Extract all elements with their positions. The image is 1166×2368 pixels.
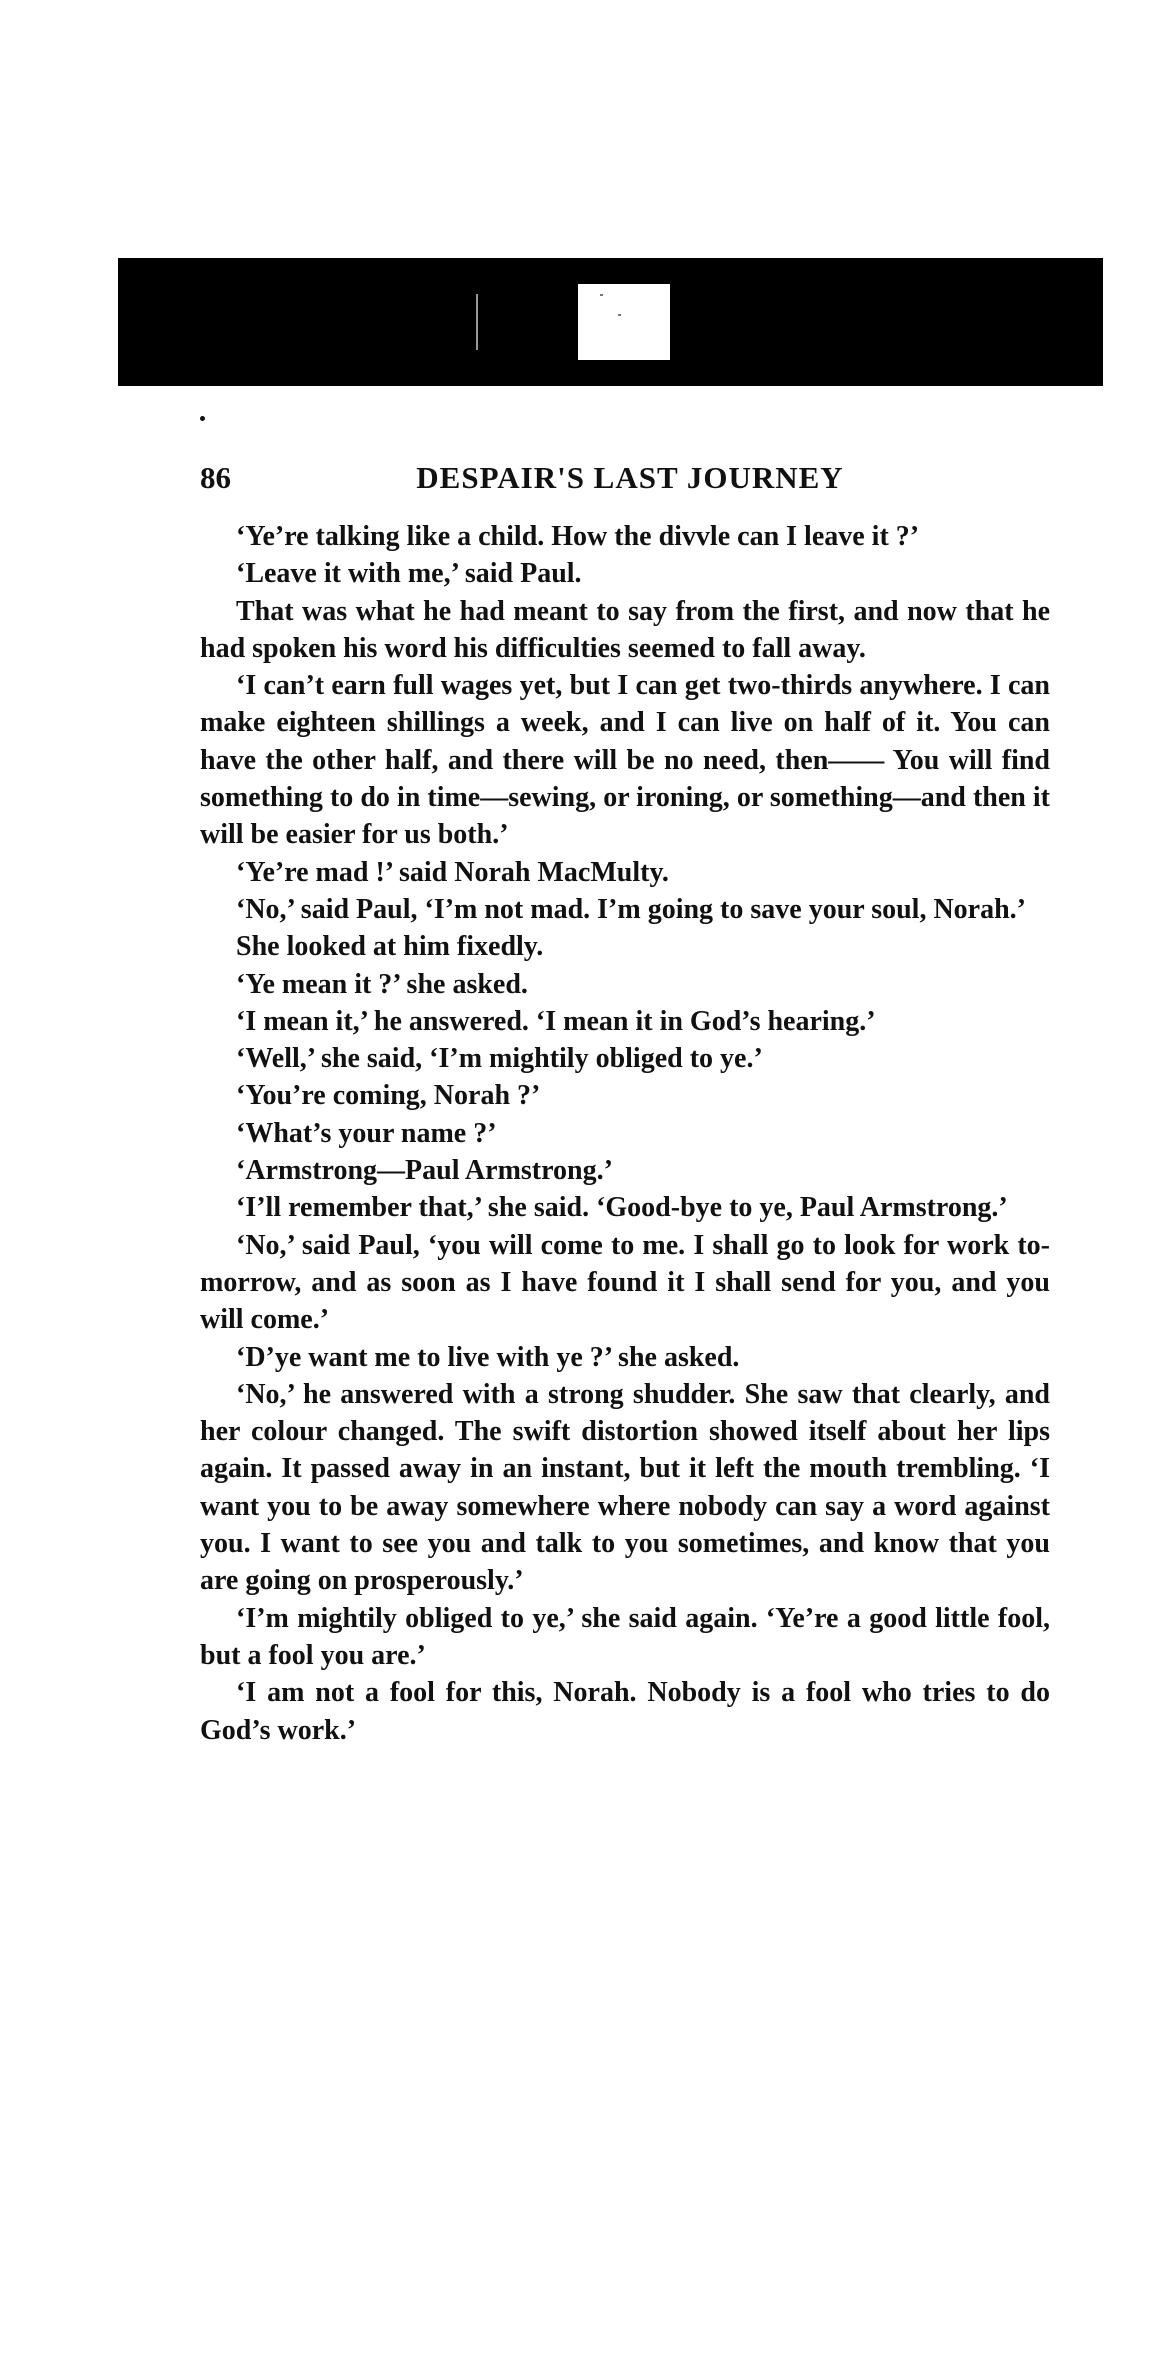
- page-number: 86: [200, 460, 231, 495]
- paragraph: ‘Armstrong—Paul Armstrong.’: [236, 1155, 613, 1187]
- paragraph: ‘I’ll remember that,’ she said. ‘Good-bye to ye, Paul Armstrong.’: [236, 1192, 1008, 1224]
- scan-speck: [618, 314, 621, 316]
- paragraph: ‘I am not a fool for this, Norah. Nobody is a fool who tries to do God’s work.’: [200, 1677, 1050, 1746]
- scan-artifact-patch: [578, 284, 670, 360]
- paragraph: ‘No,’ he answered with a strong shudder. She saw that clearly, and her colour changed. The swift distortion showed itself about her lips again. It passed away in an instant, but it left the mouth trembling. ‘I want you to be away somewhere where nobody can say a word against you. I want to see you and talk to you sometimes, and know that you are going on prosperously.’: [200, 1378, 1050, 1597]
- paragraph: That was what he had meant to say from the first, and now that he had spoken his word his difficulties seemed to fall away.: [200, 595, 1050, 664]
- stray-dot: [200, 416, 205, 421]
- paragraph: ‘You’re coming, Norah ?’: [236, 1080, 541, 1112]
- paragraph: ‘I’m mightily obliged to ye,’ she said again. ‘Ye’re a good little fool, but a fool you are.’: [200, 1602, 1050, 1671]
- scan-artifact-line: [476, 294, 478, 350]
- paragraph: ‘No,’ said Paul, ‘I’m not mad. I’m going to save your soul, Norah.’: [236, 893, 1026, 925]
- paragraph: ‘What’s your name ?’: [236, 1117, 497, 1149]
- paragraph: ‘D’ye want me to live with ye ?’ she asked.: [236, 1341, 740, 1373]
- scan-speck: [600, 294, 603, 296]
- page-header: [200, 456, 1060, 500]
- paragraph: ‘Well,’ she said, ‘I’m mightily obliged to ye.’: [236, 1043, 763, 1075]
- paragraph: ‘I can’t earn full wages yet, but I can get two-thirds anywhere. I can make eighteen shillings a week, and I can live on half of it. You can have the other half, and there will be no need, then—— You will find something to do in time—sewing, or ironing, or something—and then it will be easier for us both.’: [200, 670, 1050, 851]
- paragraph: She looked at him fixedly.: [236, 931, 544, 963]
- paragraph: ‘I mean it,’ he answered. ‘I mean it in God’s hearing.’: [236, 1005, 876, 1037]
- paragraph: ‘Ye’re talking like a child. How the divvle can I leave it ?’: [236, 521, 920, 552]
- scan-artifact-bar: [118, 258, 1103, 386]
- paragraph: ‘Ye mean it ?’ she asked.: [236, 968, 528, 1000]
- paragraph: ‘Ye’re mad !’ said Norah MacMulty.: [236, 856, 669, 888]
- paragraph: ‘No,’ said Paul, ‘you will come to me. I shall go to look for work to-morrow, and as soon as I have found it I shall send for you, and you will come.’: [200, 1229, 1050, 1336]
- body-text: [200, 518, 1050, 1749]
- running-title: DESPAIR'S LAST JOURNEY: [416, 460, 844, 495]
- paragraph: ‘Leave it with me,’ said Paul.: [236, 558, 582, 590]
